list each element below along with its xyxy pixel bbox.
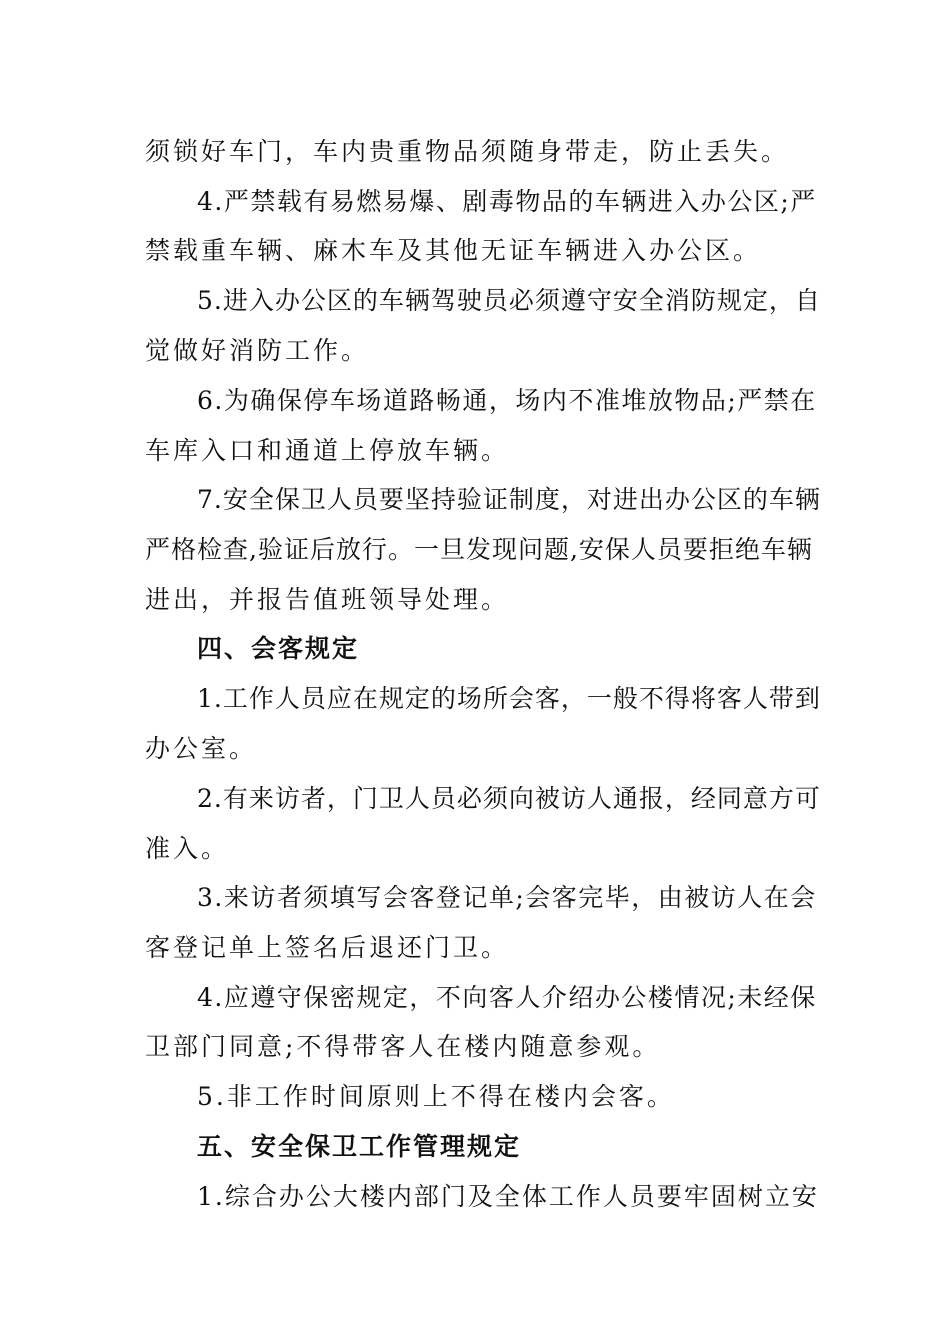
text-line: 觉做好消防工作。: [145, 336, 370, 365]
text-line: 4.应遵守保密规定，不向客人介绍办公楼情况;未经保: [197, 983, 817, 1012]
text-line: 4.严禁载有易燃易爆、剧毒物品的车辆进入办公区;严: [197, 187, 817, 216]
text-line: 办公室。: [145, 734, 258, 763]
text-line: 卫部门同意;不得带客人在楼内随意参观。: [145, 1032, 661, 1061]
text-line: 禁载重车辆、麻木车及其他无证车辆进入办公区。: [145, 236, 762, 265]
text-line: 1.工作人员应在规定的场所会客，一般不得将客人带到: [197, 684, 821, 713]
section-heading: 四、会客规定: [197, 634, 360, 663]
text-line: 客登记单上签名后退还门卫。: [145, 933, 510, 962]
text-line: 1.综合办公大楼内部门及全体工作人员要牢固树立安: [197, 1182, 819, 1211]
text-line: 7.安全保卫人员要坚持验证制度，对进出办公区的车辆: [197, 485, 821, 514]
text-line: 6.为确保停车场道路畅通，场内不准堆放物品;严禁在: [197, 386, 817, 415]
text-line: 严格检查,验证后放行。一旦发现问题,安保人员要拒绝车辆: [145, 535, 813, 564]
text-line: 5.进入办公区的车辆驾驶员必须遵守安全消防规定，自: [197, 286, 821, 315]
text-line: 进出，并报告值班领导处理。: [145, 585, 510, 614]
text-line: 3.来访者须填写会客登记单;会客完毕，由被访人在会: [197, 883, 817, 912]
text-line: 2.有来访者，门卫人员必须向被访人通报，经同意方可: [197, 784, 821, 813]
text-line: 5.非工作时间原则上不得在楼内会客。: [197, 1082, 675, 1111]
text-line: 须锁好车门，车内贵重物品须随身带走，防止丢失。: [145, 137, 790, 166]
section-heading: 五、安全保卫工作管理规定: [197, 1132, 522, 1161]
text-line: 车库入口和通道上停放车辆。: [145, 436, 510, 465]
text-line: 准入。: [145, 834, 230, 863]
